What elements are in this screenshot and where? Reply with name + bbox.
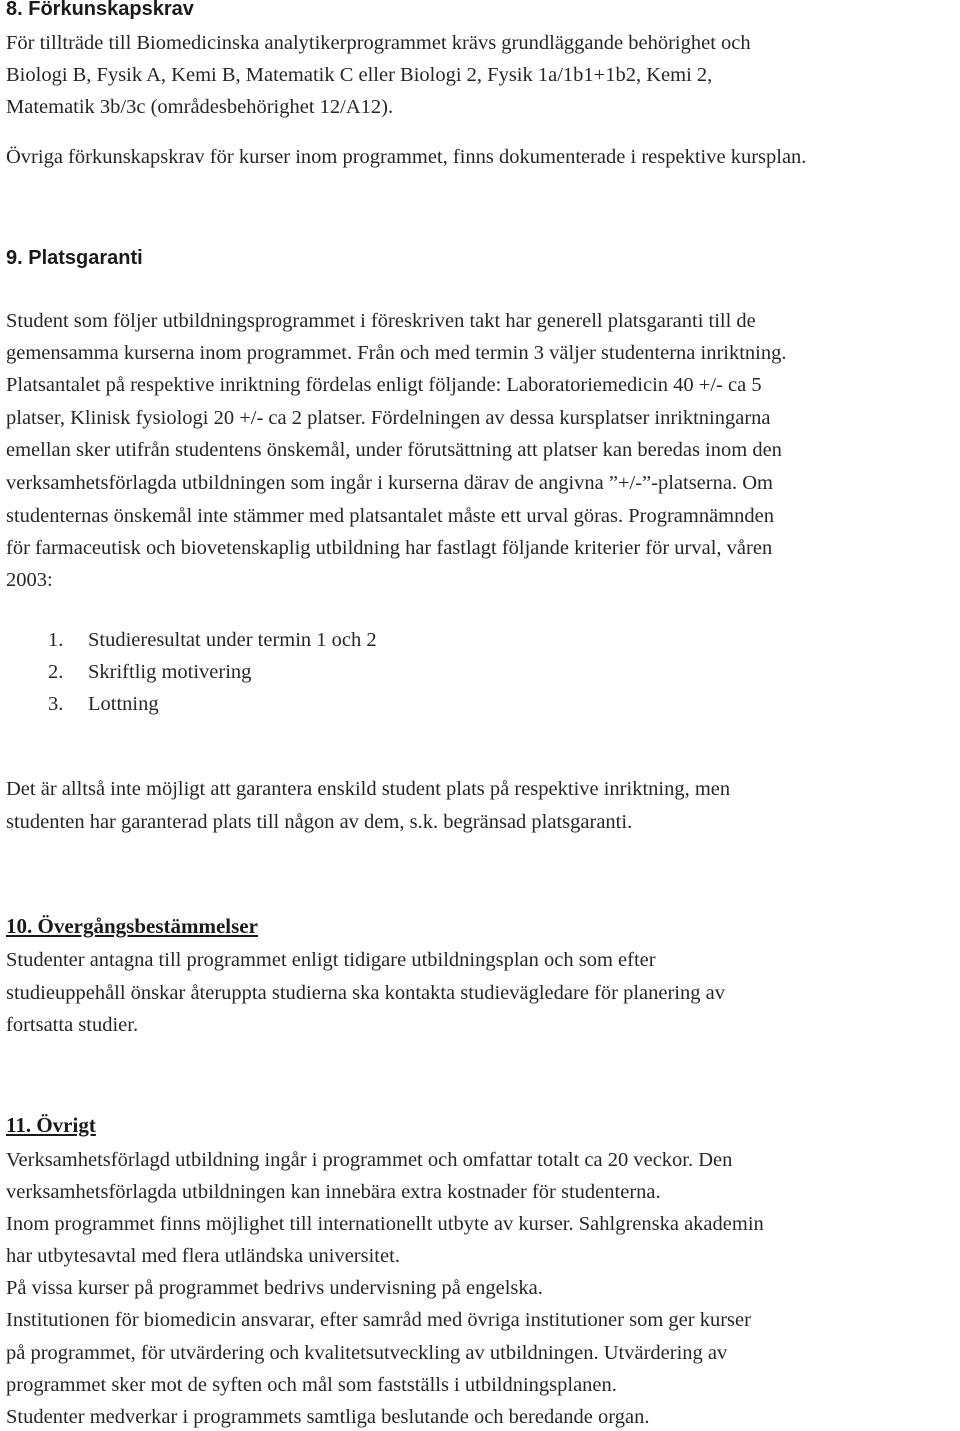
section-11-line: Verksamhetsförlagd utbildning ingår i programmet och omfattar totalt ca 20 veckor. Den <box>6 1149 733 1171</box>
section-9-closing-line: studenten har garanterad plats till någon av dem, s.k. begränsad platsgaranti. <box>6 811 633 833</box>
criteria-number: 1. <box>48 629 64 651</box>
section-9-line: gemensamma kurserna inom programmet. Från och med termin 3 väljer studenterna inriktning. <box>6 342 787 364</box>
criteria-number: 3. <box>48 693 64 715</box>
criteria-text: Skriftlig motivering <box>88 661 252 683</box>
section-9-line: Platsantalet på respektive inriktning fördelas enligt följande: Laboratoriemedicin 40 +/- ca 5 <box>6 374 762 396</box>
section-8-line: För tillträde till Biomedicinska analytikerprogrammet krävs grundläggande behörighet och <box>6 32 751 54</box>
criteria-text: Lottning <box>88 693 159 715</box>
section-9-line: för farmaceutisk och biovetenskaplig utbildning har fastlagt följande kriterier för urval, våren <box>6 537 773 559</box>
section-11-line: På vissa kurser på programmet bedrivs undervisning på engelska. <box>6 1277 543 1299</box>
section-11-line: verksamhetsförlagda utbildningen kan innebära extra kostnader för studenterna. <box>6 1181 661 1203</box>
section-9-line: Student som följer utbildningsprogrammet i föreskriven takt har generell platsgaranti till de <box>6 310 756 332</box>
section-8-note: Övriga förkunskapskrav för kurser inom programmet, finns dokumenterade i respektive kursplan. <box>6 146 807 168</box>
section-8-line: Matematik 3b/3c (områdesbehörighet 12/A12). <box>6 96 394 118</box>
section-9-line: verksamhetsförlagda utbildningen som ingår i kurserna därav de angivna ”+/-”-platserna. Om <box>6 472 773 494</box>
section-9-line: platser, Klinisk fysiologi 20 +/- ca 2 platser. Fördelningen av dessa kursplatser inriktningarna <box>6 407 771 429</box>
section-11-line: Inom programmet finns möjlighet till internationellt utbyte av kurser. Sahlgrenska akademin <box>6 1213 764 1235</box>
section-11-heading: 11. Övrigt <box>6 1113 96 1137</box>
section-9-line: studenternas önskemål inte stämmer med platsantalet måste ett urval göras. Programnämnden <box>6 505 774 527</box>
section-11-line: har utbytesavtal med flera utländska universitet. <box>6 1245 400 1267</box>
criteria-number: 2. <box>48 661 64 683</box>
section-11-line: Studenter medverkar i programmets samtliga beslutande och beredande organ. <box>6 1406 650 1428</box>
section-9-line: 2003: <box>6 569 53 591</box>
section-11-line: på programmet, för utvärdering och kvalitetsutveckling av utbildningen. Utvärdering av <box>6 1342 728 1364</box>
criteria-text: Studieresultat under termin 1 och 2 <box>88 629 377 651</box>
section-10-line: fortsatta studier. <box>6 1014 139 1036</box>
section-10-heading: 10. Övergångsbestämmelser <box>6 914 258 938</box>
section-9-line: emellan sker utifrån studentens önskemål, under förutsättning att platser kan beredas inom den <box>6 439 782 461</box>
section-10-line: Studenter antagna till programmet enligt tidigare utbildningsplan och som efter <box>6 949 656 971</box>
section-11-line: programmet sker mot de syften och mål som fastställs i utbildningsplanen. <box>6 1374 617 1396</box>
section-9-closing-line: Det är alltså inte möjligt att garantera enskild student plats på respektive inriktning, men <box>6 778 731 800</box>
section-9-heading: 9. Platsgaranti <box>6 247 143 269</box>
section-8-heading: 8. Förkunskapskrav <box>6 0 194 20</box>
section-10-line: studieuppehåll önskar återuppta studierna ska kontakta studievägledare för planering av <box>6 982 725 1004</box>
section-11-line: Institutionen för biomedicin ansvarar, efter samråd med övriga institutioner som ger kurser <box>6 1309 751 1331</box>
section-8-line: Biologi B, Fysik A, Kemi B, Matematik C eller Biologi 2, Fysik 1a/1b1+1b2, Kemi 2, <box>6 64 713 86</box>
